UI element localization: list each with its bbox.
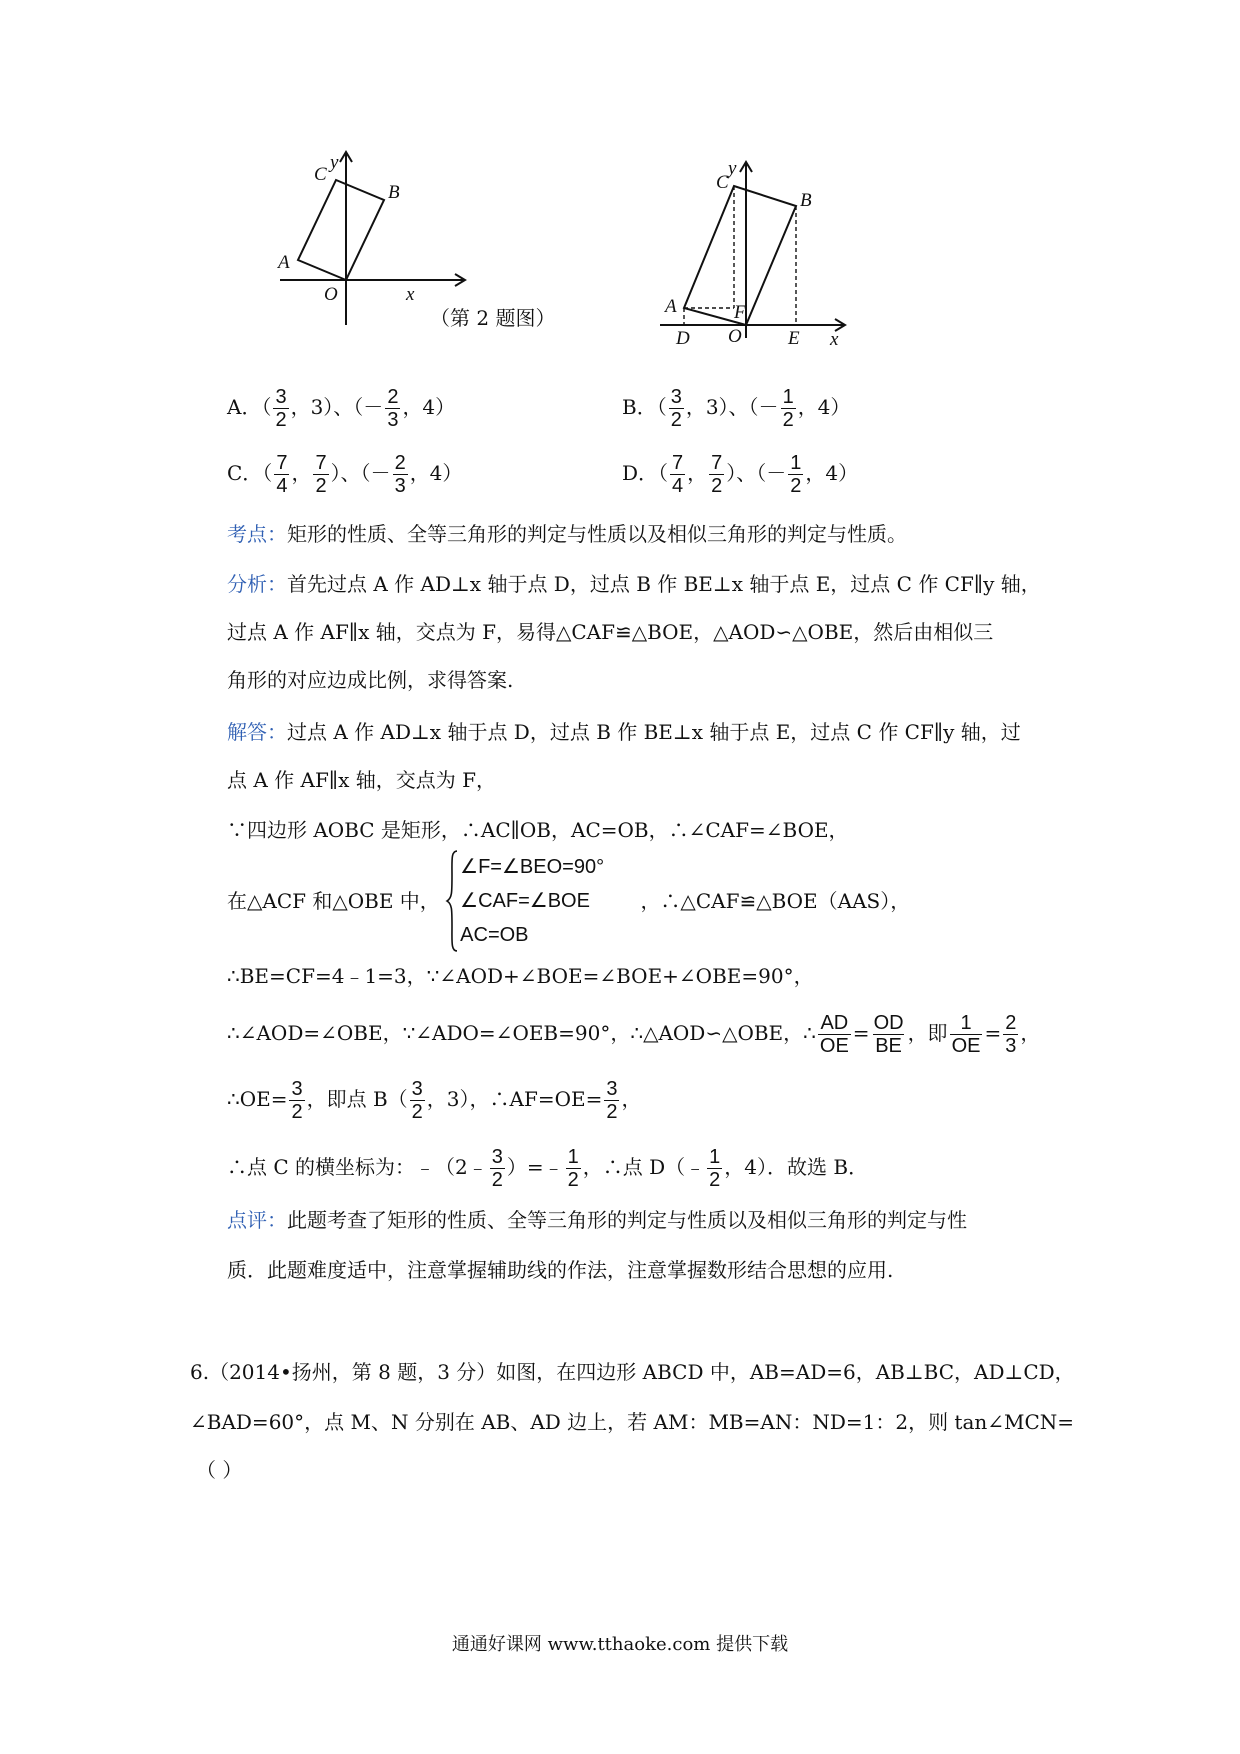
system-eq-2: ∠CAF=∠BOE (460, 890, 590, 912)
jieda-label: 解答： (227, 720, 287, 744)
jieda-line-4: 在△ACF 和△OBE 中， ∠F=∠BEO=90° ∠CAF=∠BOE AC=OB ，∴△CAF≌△BOE（AAS）， (227, 850, 910, 952)
brace-icon (446, 850, 458, 952)
label-a: A (278, 252, 290, 273)
equation-system (446, 850, 604, 952)
option-a: A．（ $\frac{3}{2}$ ，3）、（－ $\frac{2}{3}$ ，4） (227, 386, 456, 431)
q6-line-1: 6.（2014•扬州，第 8 题，3 分）如图，在四边形 ABCD 中，AB=AD=6，AB⊥BC，AD⊥CD， (190, 1360, 1075, 1384)
option-b: B．（ $\frac{3}{2}$ ，3）、（－ $\frac{1}{2}$ ，4） (622, 386, 851, 431)
option-d: D．（ $\frac{7}{4}$ ， $\frac{7}{2}$ ）、（－ $\frac{1}{2}$ ，4） (622, 452, 859, 497)
label-c: C (314, 164, 327, 185)
label-x: x (406, 284, 415, 305)
label-e: E (788, 328, 800, 349)
kaodian-label: 考点： (227, 522, 287, 546)
system-eq-3: AC=OB (460, 924, 529, 946)
label-a: A (665, 296, 677, 317)
figure-right (660, 158, 860, 350)
jieda-line-7: ∴OE= $\frac{3}{2}$ ，即点 B（ $\frac{3}{2}$ ，3），∴AF=OE= $\frac{3}{2}$ ， (227, 1078, 642, 1123)
label-c: C (716, 172, 729, 193)
label-d: D (676, 328, 690, 349)
jieda-line-8: ∴点 C 的横坐标为：﹣（2﹣ $\frac{3}{2}$ ）=﹣ $\frac{1}{2}$ ，∴点 D（﹣ $\frac{1}{2}$ ，4）．故选 B． (227, 1146, 869, 1191)
label-o: O (728, 326, 742, 347)
q6-line-2: ∠BAD=60°，点 M、N 分别在 AB、AD 边上，若 AM：MB=AN：ND=1：2，则 tan∠MCN= (190, 1410, 1075, 1434)
figure-left (280, 150, 480, 330)
dianping-label: 点评： (227, 1208, 287, 1232)
footer: 通通好课网 www.tthaoke.com 提供下载 (451, 1634, 789, 1655)
jieda-line-3: ∵四边形 AOBC 是矩形，∴AC∥OB，AC=OB，∴∠CAF=∠BOE， (227, 818, 849, 842)
jieda-line-1: 解答：过点 A 作 AD⊥x 轴于点 D，过点 B 作 BE⊥x 轴于点 E，过点 C 作 CF∥y 轴，过 (227, 720, 1021, 744)
fenxi-line-3: 角形的对应边成比例，求得答案. (227, 668, 514, 692)
fenxi-label: 分析： (227, 572, 287, 596)
label-b: B (388, 182, 400, 203)
dianping-line-2: 质．此题难度适中，注意掌握辅助线的作法，注意掌握数形结合思想的应用. (227, 1258, 894, 1282)
label-y: y (330, 152, 339, 173)
fenxi-line-1: 分析：首先过点 A 作 AD⊥x 轴于点 D，过点 B 作 BE⊥x 轴于点 E，过点 C 作 CF∥y 轴， (227, 572, 1041, 596)
label-f: F (734, 302, 746, 323)
label-o: O (324, 284, 338, 305)
jieda-line-2: 点 A 作 AF∥x 轴，交点为 F， (227, 768, 496, 792)
fenxi-line-2: 过点 A 作 AF∥x 轴，交点为 F，易得△CAF≌△BOE，△AOD∽△OBE，然后由相似三 (227, 620, 994, 644)
dianping-line-1: 点评：此题考查了矩形的性质、全等三角形的判定与性质以及相似三角形的判定与性 (227, 1208, 967, 1232)
jieda-line-6: ∴∠AOD=∠OBE，∵∠ADO=∠OEB=90°，∴△AOD∽△OBE，∴ $\frac{AD}{OE}$ = $\frac{OD}{BE}$ ，即 $\frac{1}{OE}$ = $\frac{2}{3}$ ， (227, 1012, 1041, 1057)
label-x: x (830, 329, 839, 350)
label-b: B (800, 190, 812, 211)
q6-line-3: （ ） (196, 1458, 243, 1482)
jieda-line-5: ∴BE=CF=4﹣1=3，∵∠AOD+∠BOE=∠BOE+∠OBE=90°， (227, 964, 814, 988)
option-c: C．（ $\frac{7}{4}$ ， $\frac{7}{2}$ ）、（－ $\frac{2}{3}$ ，4） (227, 452, 463, 497)
kaodian: 考点：矩形的性质、全等三角形的判定与性质以及相似三角形的判定与性质。 (227, 522, 907, 546)
system-eq-1: ∠F=∠BEO=90° (460, 856, 605, 878)
label-y: y (728, 158, 737, 179)
figure-caption: （第 2 题图） (430, 306, 556, 330)
